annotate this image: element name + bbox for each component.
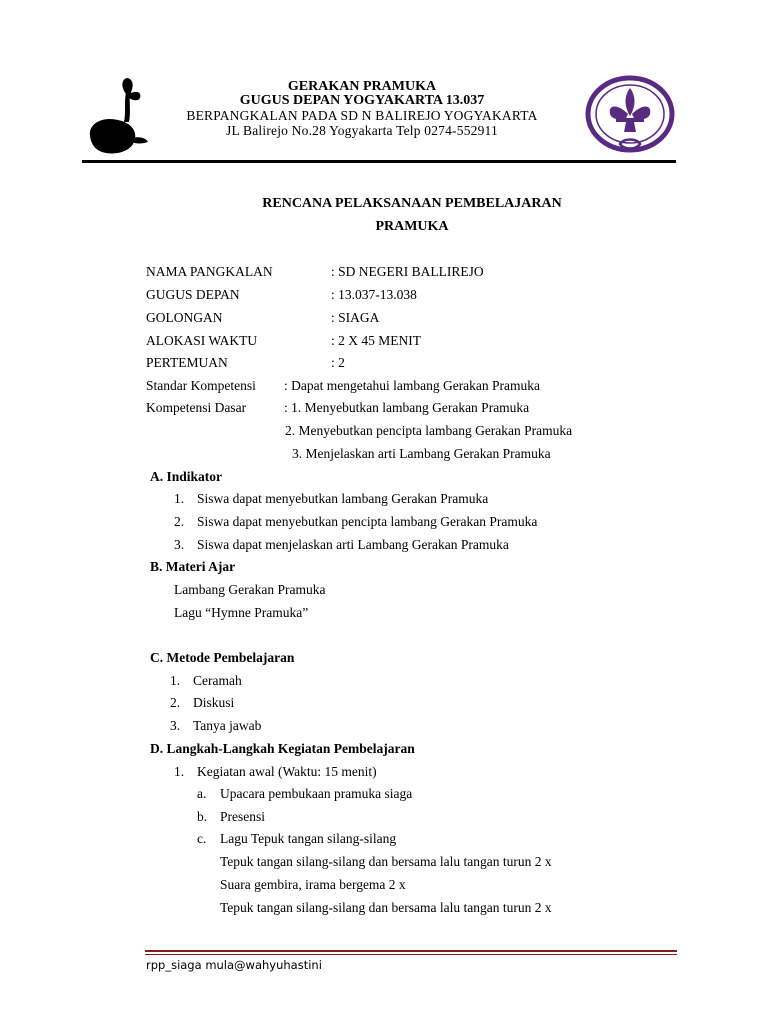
- identity-label-gugus: GUGUS DEPAN: [146, 287, 240, 302]
- sub-letter: c.: [197, 831, 207, 846]
- sub-letter: a.: [197, 786, 207, 801]
- kompetensi-item-2: 2. Menyebutkan pencipta lambang Gerakan Pramuka: [285, 423, 573, 438]
- tunas-kelapa-logo-icon: [84, 76, 150, 158]
- scout-emblem-icon: [584, 74, 676, 156]
- list-item: Siswa dapat menyebutkan lambang Gerakan Pramuka: [197, 491, 489, 506]
- song-lyric-line: Tepuk tangan silang-silang dan bersama lalu tangan turun 2 x: [220, 854, 552, 869]
- doc-title: RENCANA PELAKSANAAN PEMBELAJARAN: [262, 196, 562, 211]
- sub-letter: b.: [197, 809, 208, 824]
- list-number: 2.: [170, 695, 181, 710]
- list-item: Lambang Gerakan Pramuka: [174, 582, 326, 597]
- footer-divider: [145, 950, 677, 952]
- section-c-heading: C. Metode Pembelajaran: [150, 650, 295, 665]
- identity-label-pertemuan: PERTEMUAN: [146, 355, 228, 370]
- list-number: 1.: [170, 673, 181, 688]
- identity-value-gugus: : 13.037-13.038: [331, 287, 417, 302]
- list-number: 1.: [174, 491, 185, 506]
- identity-value-golongan: : SIAGA: [331, 310, 380, 325]
- sub-item: Presensi: [220, 809, 265, 824]
- doc-subtitle: PRAMUKA: [375, 219, 449, 234]
- standar-label: Standar Kompetensi: [146, 378, 256, 393]
- song-lyric-line: Tepuk tangan silang-silang dan bersama lalu tangan turun 2 x: [220, 900, 552, 915]
- sub-item: Lagu Tepuk tangan silang-silang: [220, 831, 397, 846]
- list-item: Siswa dapat menjelaskan arti Lambang Gerakan Pramuka: [197, 537, 509, 552]
- list-item: Siswa dapat menyebutkan pencipta lambang Gerakan Pramuka: [197, 514, 538, 529]
- list-item: Lagu “Hymne Pramuka”: [174, 605, 309, 620]
- list-number: 1.: [174, 764, 185, 779]
- section-b-heading: B. Materi Ajar: [150, 559, 236, 574]
- header-divider: [82, 160, 676, 163]
- list-item: Kegiatan awal (Waktu: 15 menit): [197, 764, 377, 779]
- footer-text: rpp_siaga mula@wahyuhastini: [146, 958, 322, 972]
- song-lyric-line: Suara gembira, irama bergema 2 x: [220, 877, 406, 892]
- org-name: GERAKAN PRAMUKA: [287, 79, 437, 94]
- unit-name: GUGUS DEPAN YOGYAKARTA 13.037: [239, 93, 485, 108]
- kompetensi-label: Kompetensi Dasar: [146, 400, 247, 415]
- list-item: Ceramah: [193, 673, 242, 688]
- section-a-heading: A. Indikator: [150, 469, 223, 484]
- list-item: Tanya jawab: [193, 718, 262, 733]
- kompetensi-item-1: : 1. Menyebutkan lambang Gerakan Pramuka: [284, 400, 530, 415]
- base-location: BERPANGKALAN PADA SD N BALIREJO YOGYAKARTA: [186, 108, 538, 123]
- standar-value: : Dapat mengetahui lambang Gerakan Pramuka: [284, 378, 541, 393]
- identity-label-pangkalan: NAMA PANGKALAN: [146, 264, 273, 279]
- list-item: Diskusi: [193, 695, 235, 710]
- identity-label-waktu: ALOKASI WAKTU: [146, 333, 258, 348]
- address-line: JL Balirejo No.28 Yogyakarta Telp 0274-552911: [226, 123, 498, 138]
- identity-value-pertemuan: : 2: [331, 355, 345, 370]
- identity-value-waktu: : 2 X 45 MENIT: [331, 333, 421, 348]
- identity-label-golongan: GOLONGAN: [146, 310, 223, 325]
- section-d-heading: D. Langkah-Langkah Kegiatan Pembelajaran: [150, 741, 415, 756]
- identity-value-pangkalan: : SD NEGERI BALLIREJO: [331, 264, 484, 279]
- footer-divider-thin: [145, 954, 677, 955]
- kompetensi-item-3: 3. Menjelaskan arti Lambang Gerakan Pramuka: [292, 446, 551, 461]
- list-number: 3.: [170, 718, 181, 733]
- list-number: 2.: [174, 514, 185, 529]
- list-number: 3.: [174, 537, 185, 552]
- sub-item: Upacara pembukaan pramuka siaga: [220, 786, 413, 801]
